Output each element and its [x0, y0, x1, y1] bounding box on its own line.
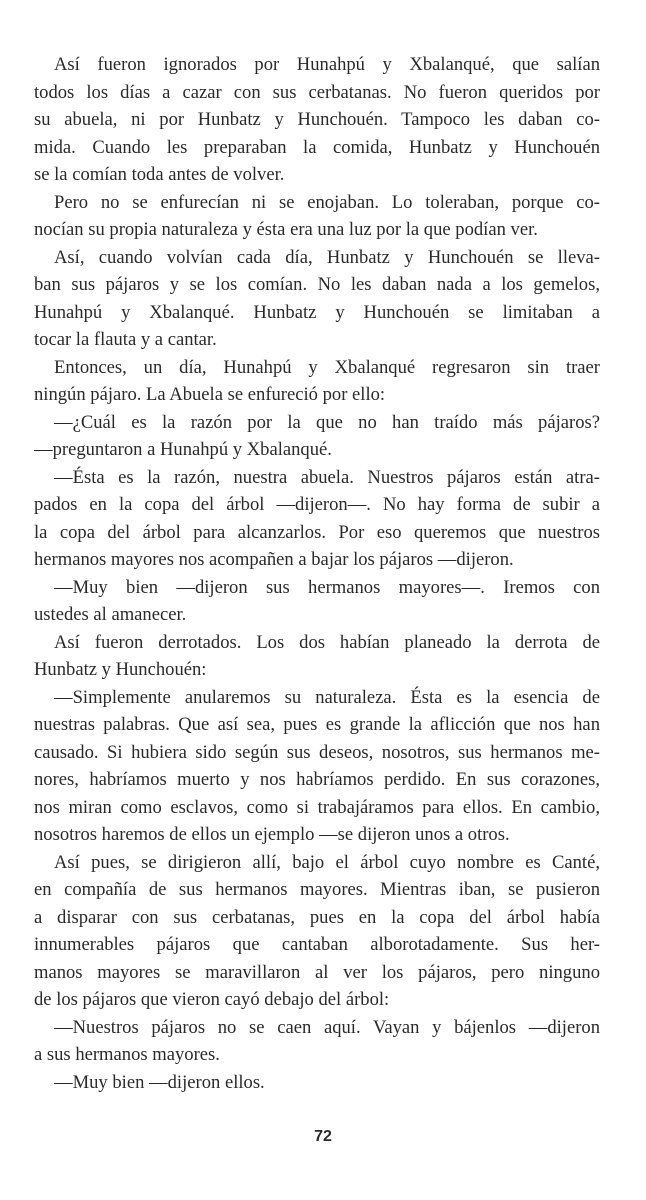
text-line: Así fueron ignorados por Hunahpú y Xbalanqué, que salían	[54, 54, 600, 75]
text-line: ustedes al amanecer.	[34, 604, 187, 625]
text-line: —preguntaron a Hunahpú y Xbalanqué.	[34, 439, 332, 460]
text-line: Hunahpú y Xbalanqué. Hunbatz y Hunchouén se limitaban a	[34, 301, 600, 323]
text-line: todos los días a cazar con sus cerbatanas. No fueron queridos por	[34, 81, 600, 103]
body-text	[34, 51, 600, 1096]
text-line: —Nuestros pájaros no se caen aquí. Vayan y bájenlos —dijeron	[54, 1016, 600, 1038]
text-line: ban sus pájaros y se los comían. No les daban nada a los gemelos,	[34, 274, 600, 295]
text-line: —Muy bien —dijeron ellos.	[54, 1071, 265, 1093]
text-line: Entonces, un día, Hunahpú y Xbalanqué regresaron sin traer	[54, 356, 600, 378]
text-line: —Muy bien —dijeron sus hermanos mayores—. Iremos con	[54, 576, 600, 598]
text-line: nuestras palabras. Que así sea, pues es grande la aflicción que nos han	[34, 714, 600, 735]
text-line: —¿Cuál es la razón por la que no han traído más pájaros?	[54, 411, 600, 433]
text-line: Hunbatz y Hunchouén:	[34, 659, 207, 680]
text-line: hermanos mayores nos acompañen a bajar los pájaros —dijeron.	[34, 549, 514, 570]
text-line: nores, habríamos muerto y nos habríamos perdido. En sus corazones,	[34, 769, 600, 790]
text-line: Así pues, se dirigieron allí, bajo el árbol cuyo nombre es Canté,	[54, 851, 600, 873]
text-line: se la comían toda antes de volver.	[34, 164, 285, 185]
text-line: manos mayores se maravillaron al ver los pájaros, pero ninguno	[34, 961, 600, 983]
text-line: —Ésta es la razón, nuestra abuela. Nuestros pájaros están atra-	[54, 466, 600, 488]
text-line: causado. Si hubiera sido según sus deseos, nosotros, sus hermanos me-	[34, 741, 600, 763]
text-line: de los pájaros que vieron cayó debajo del árbol:	[34, 989, 390, 1010]
text-line: Pero no se enfurecían ni se enojaban. Lo toleraban, porque co-	[54, 191, 600, 213]
text-line: nos miran como esclavos, como si trabajáramos para ellos. En cambio,	[34, 796, 600, 818]
text-line: nocían su propia naturaleza y ésta era una luz por la que podían ver.	[34, 219, 538, 240]
text-line: su abuela, ni por Hunbatz y Hunchouén. Tampoco les daban co-	[34, 109, 600, 130]
text-line: Así, cuando volvían cada día, Hunbatz y Hunchouén se lleva-	[54, 246, 600, 268]
text-line: innumerables pájaros que cantaban alborotadamente. Sus her-	[34, 934, 600, 955]
text-line: Así fueron derrotados. Los dos habían planeado la derrota de	[54, 631, 600, 653]
text-line: en compañía de sus hermanos mayores. Mientras iban, se pusieron	[34, 879, 600, 900]
text-line: tocar la flauta y a cantar.	[34, 329, 217, 350]
text-line: ningún pájaro. La Abuela se enfureció por ello:	[34, 384, 386, 405]
text-line: mida. Cuando les preparaban la comida, Hunbatz y Hunchouén	[34, 136, 600, 158]
text-line: nosotros haremos de ellos un ejemplo —se dijeron unos a otros.	[34, 824, 510, 845]
text-line: la copa del árbol para alcanzarlos. Por eso queremos que nuestros	[34, 521, 600, 543]
text-line: a sus hermanos mayores.	[34, 1044, 220, 1065]
page-number: 72	[314, 1128, 332, 1145]
text-line: —Simplemente anularemos su naturaleza. Ésta es la esencia de	[54, 686, 600, 708]
text-line: pados en la copa del árbol —dijeron—. No hay forma de subir a	[34, 494, 600, 515]
text-line: a disparar con sus cerbatanas, pues en la copa del árbol había	[34, 906, 600, 928]
